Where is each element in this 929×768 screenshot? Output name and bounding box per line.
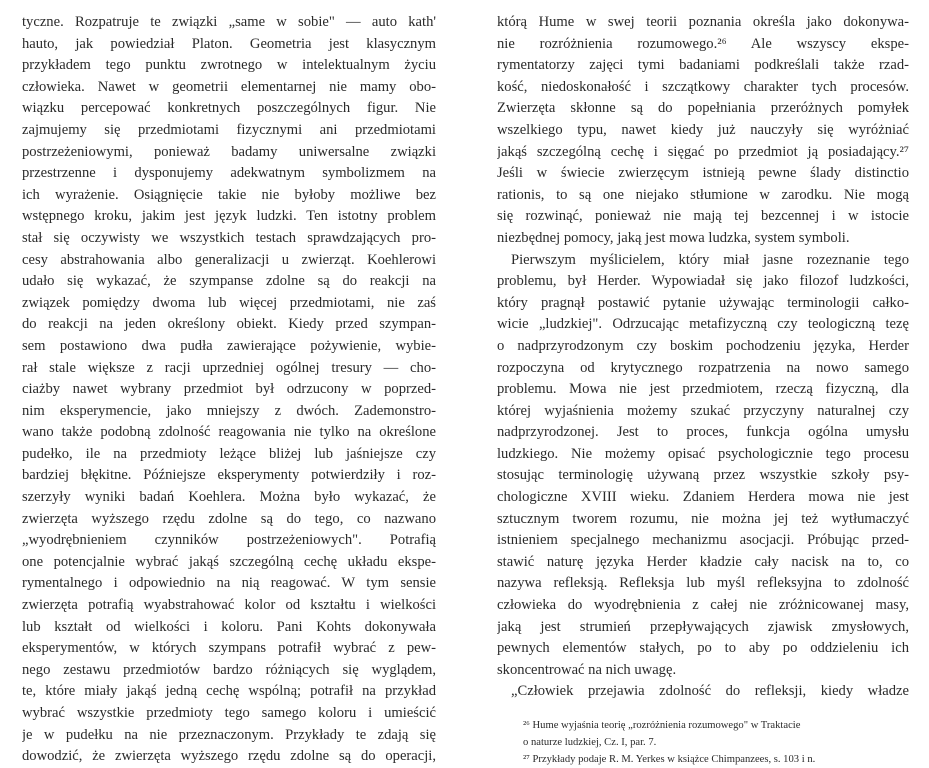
text-line: problemu. Mowa nie jest przedmiotem, rzeczą fizyczną, dla [497,381,909,398]
text-line: istnieniem specjalnego mechanizmu asocjacji. Próbując przed- [497,532,909,549]
text-line: pewnych elementów stałych, po to aby po oddzieleniu ich [497,640,909,657]
text-line: sztucznym tworem rozumu, nie można jej też wytłumaczyć [497,510,909,527]
text-line: rozpoczyna od krytycznego rozpatrzenia na nowo samego [497,359,909,376]
text-line: stosując terminologię używaną przez wszystkie szkoły psy- [497,467,909,484]
paragraph-start-line: Pierwszym myślicielem, który miał jasne rozeznanie tego [511,251,909,268]
text-line: o nadprzyrodzonym czy boskim pochodzeniu języka, Herder [497,337,909,354]
text-line: te, które miały jakąś jedną cechę wspólną; potrafił na przykład [22,683,436,700]
text-line: zajmujemy się przedmiotami fizycznymi ani przedmiotami [22,121,436,138]
text-line: rymentalnego i odpowiednio na nią reagować. W tym sensie [22,575,436,592]
text-line: człowieka do wyodrębnienia z całej nie zróżnicowanej masy, [497,597,909,614]
text-line: szerzyły wyniki badań Koehlera. Można było wykazać, że [22,489,436,506]
text-line: rationis, to są one niejako stłumione w zarodku. Nie mogą [497,186,909,203]
text-line: bardziej błękitne. Późniejsze eksperymenty potwierdziły i roz- [22,467,436,484]
text-line: je w pudełku na nie przeznaczonym. Przykłady te zdają się [22,726,436,743]
text-line: udało się wykazać, że szympanse zdolne są do reakcji na [22,273,436,290]
text-line: wiązku percepować konkretnych poszczególnych figur. Nie [22,100,436,117]
text-line: hauto, jak powiedział Platon. Geometria jest klasycznym [22,35,436,52]
text-line: nie rozróżnienia rozumowego.²⁶ Ale wszyscy ekspe- [497,35,909,52]
text-line: ich wyrażenie. Osiągnięcie takie nie byłoby możliwe bez [22,186,436,203]
text-line: przykładem tego punktu zwrotnego w intelektualnym życiu [22,57,436,74]
text-line: wstępnego kroku, jakim jest język ludzki. Ten istotny problem [22,208,436,225]
text-line: cesy abstrahowania albo generalizacji u zwierząt. Koehlerowi [22,251,436,268]
text-line: wszelkiego typu, nawet kiedy już nauczyły się wyróżniać [497,121,909,138]
text-line: który pragnął postawić pytanie używając terminologii całko- [497,294,909,311]
text-line: Jeśli w świecie zwierzęcym istnieją pewne ślady distinctio [497,165,909,182]
text-line: sem postawiono dwa pudła zawierające pożywienie, wybie- [22,337,436,354]
text-line: one potencjalnie wybrać jakąś szczególną cechę układu ekspe- [22,553,436,570]
text-line: stał się oczywisty we wszystkich testach sprawdzających pro- [22,229,436,246]
text-line: do reakcji na jeden określony obiekt. Kiedy przed szympan- [22,316,436,333]
text-line: którą Hume w swej teorii poznania określa jako dokonywa- [497,14,909,30]
text-line: rał stale większe z racji uprzedniej ogólnej tresury — cho- [22,359,436,376]
text-line: postrzeżeniowymi, ponieważ badamy uniwersalne związki [22,143,436,160]
footnote-26-continued: o naturze ludzkiej, Cz. I, par. 7. [523,737,657,748]
text-line: ludzkiego. Nie możemy opisać psychologicznie tego procesu [497,445,909,462]
text-line: skoncentrować na nich uwagę. [497,661,677,678]
text-line: chologiczne XVIII wieku. Zdaniem Herdera mowa nie jest [497,489,909,506]
text-line: ciażby nawet wybrany przedmiot był odrzucony w poprzed- [22,381,436,398]
text-line: lub kształt od wielkości i koloru. Pani Kohts dokonywała [22,618,436,635]
text-line: której wyjaśnienia możemy szukać przyczyny naturalnej czy [497,402,909,419]
footnote-27: ²⁷ Przykłady podaje R. M. Yerkes w książce Chimpanzees, s. 103 i n. [523,754,816,765]
paragraph-start-line: „Człowiek przejawia zdolność do refleksji, kiedy władze [511,683,909,700]
right-column [497,12,909,768]
text-line: Zwierzęta skłonne są do popełniania przeróżnych pomyłek [497,100,909,117]
text-line: zwierzęta wyższego rzędu zdolne są do tego, co nazwano [22,510,436,527]
text-line: wybrać wszystkie przedmioty tego samego koloru i umieścić [22,705,436,721]
text-line: wicie „ludzkiej". Odrzucając metafizyczną czy teologiczną tezę [497,316,909,333]
text-line: niezbędnej pomocy, jaką jest mowa ludzka, system symboli. [497,229,850,246]
text-line: pudełko, ile na przedmioty leżące bliżej lub jaśniejsze czy [22,445,436,462]
text-line: nego zestawu przedmiotów bardzo różniących się wyglądem, [22,661,436,678]
text-line: eksperymentów, w których szympans potrafił wybrać z pew- [22,640,436,657]
text-line: dowodzić, że zwierzęta wyższego rzędu zdolne są do operacji, [22,748,436,765]
text-line: jaką jest strumień przepływających zjawisk zmysłowych, [497,618,909,635]
text-line: nim eksperymencie, jako mniejszy z dwóch. Zademonstro- [22,402,436,419]
text-line: człowieka. Nawet w geometrii elementarnej nie mamy obo- [22,78,436,95]
text-line: wano także podobną zdolność reagowania nie tylko na określone [22,424,436,441]
text-line: przestrzenne i dysponujemy adekwatnym symbolizmem na [22,165,436,182]
text-line: „wyodrębnieniem czynników postrzeżeniowych". Potrafią [22,532,436,549]
text-line: zwierzęta potrafią wyabstrahować kolor od kształtu i wielkości [22,597,436,614]
text-line: kość, niedoskonałość i szczątkowy charakter tych procesów. [497,78,909,95]
text-line: problemu, był Herder. Wypowiadał się jako filozof ludzkości, [497,273,909,290]
footnote-26: ²⁶ Hume wyjaśnia teorię „rozróżnienia rozumowego" w Traktacie [523,720,801,731]
text-line: się rozwinąć, ponieważ nie mają tej bezcennej i w istocie [497,208,909,225]
text-line: jakąś szczególną cechę i sięgać po przedmiot ją posiadający.²⁷ [497,143,909,160]
text-line: związek pomiędzy dwoma lub więcej przedmiotami, nie zaś [22,294,436,311]
text-line: nadprzyrodzonej. Jest to proces, funkcja ogólna umysłu [497,424,909,441]
left-column [22,12,436,768]
text-line: nazywa refleksją. Refleksja lub myśl refleksyjna to zdolność [497,575,909,592]
text-line: tyczne. Rozpatruje te związki „same w sobie" — auto kath' [22,14,436,30]
text-line: stawić naturę języka Herder kładzie cały nacisk na to, co [497,553,909,570]
text-line: rymentatorzy zajęci tymi badaniami podkreślali także rzad- [497,57,909,74]
